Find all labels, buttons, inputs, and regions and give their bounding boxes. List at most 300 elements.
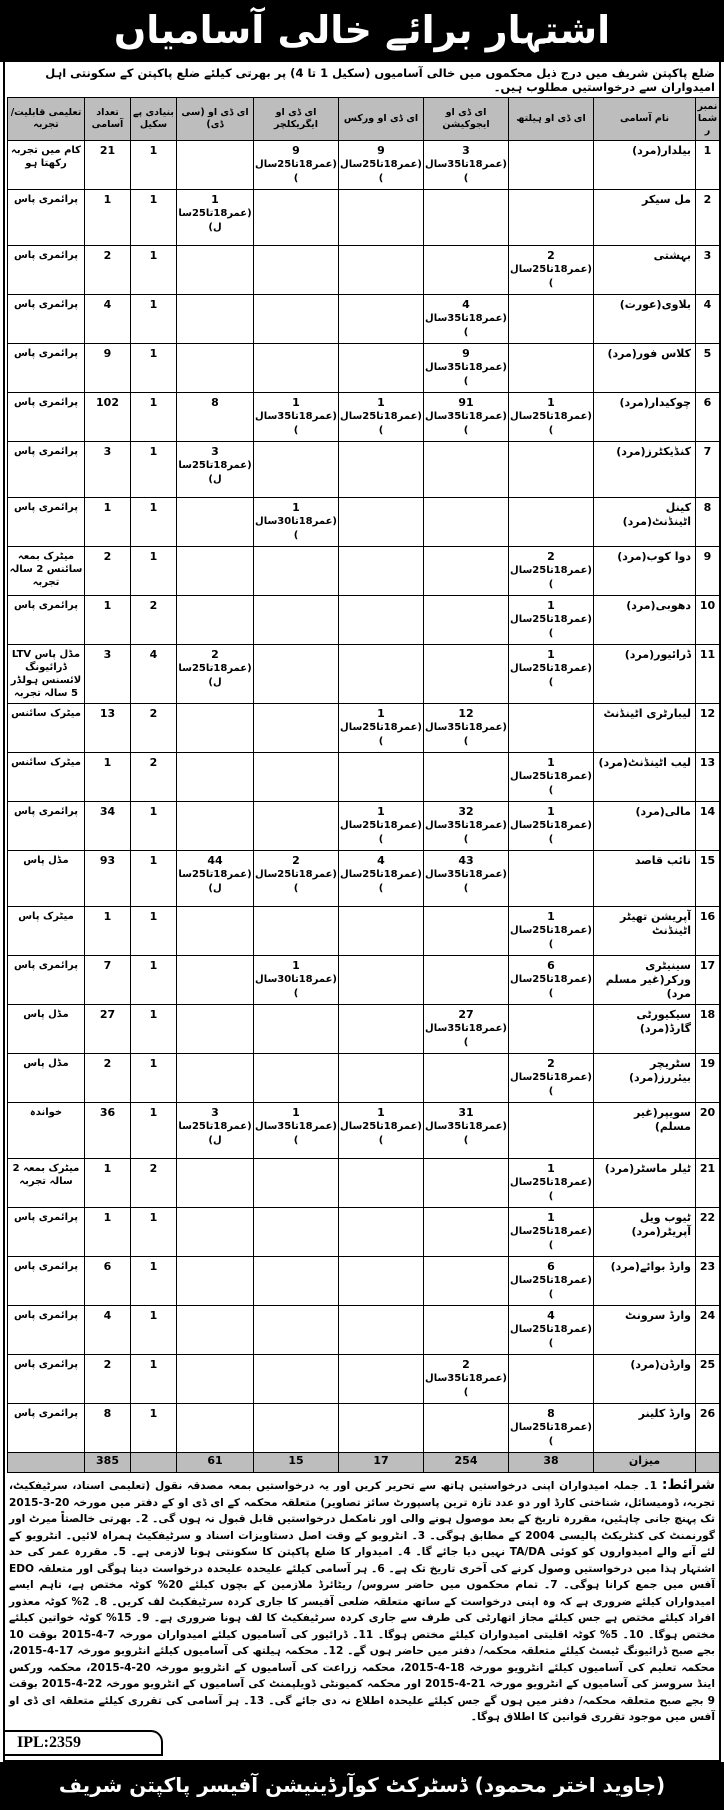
column-header: نمبر شمار: [696, 98, 720, 141]
post-name: دھوبی(مرد): [594, 596, 696, 645]
post-name: دوا کوب(مرد): [594, 547, 696, 596]
table-row: [8, 645, 720, 704]
age-limit: (عمر18تا30سال): [255, 516, 337, 541]
department-cell: [424, 1054, 509, 1103]
qualification: مڈل پاس: [8, 851, 85, 907]
department-cell: [254, 1257, 339, 1306]
total-posts: 34: [85, 802, 131, 851]
total-posts: 2: [85, 1355, 131, 1404]
age-limit: (عمر18تا25سال): [510, 1422, 592, 1447]
department-cell: [509, 1404, 594, 1453]
age-limit: (عمر18تا35سال): [425, 159, 507, 184]
age-limit: (عمر18تا25سال): [340, 159, 422, 184]
row-number: 14: [696, 802, 720, 851]
conditions-label: شرائط:: [661, 1477, 715, 1493]
department-cell: [509, 956, 594, 1005]
column-header: ای ڈی او ہیلتھ: [509, 98, 594, 141]
post-name: کنڈیکٹرز(مرد): [594, 442, 696, 498]
table-row: [8, 907, 720, 956]
post-count: 9: [462, 347, 470, 360]
post-count: 3: [462, 144, 470, 157]
row-number: 4: [696, 295, 720, 344]
department-cell: [177, 442, 254, 498]
department-cell: [339, 704, 424, 753]
post-count: 1: [292, 1106, 300, 1119]
department-cell: [339, 1005, 424, 1054]
table-row: [8, 1306, 720, 1355]
row-number: 13: [696, 753, 720, 802]
department-cell: [509, 645, 594, 704]
table-row: [8, 190, 720, 246]
row-number: 26: [696, 1404, 720, 1453]
post-count: 8: [211, 396, 219, 409]
department-cell: [254, 393, 339, 442]
post-name: وارڈن(مرد): [594, 1355, 696, 1404]
age-limit: (عمر18تا25سال): [510, 264, 592, 289]
total-posts: 4: [85, 295, 131, 344]
department-cell: [254, 753, 339, 802]
qualification: پرائمری پاس: [8, 1257, 85, 1306]
age-limit: (عمر18تا25سال): [178, 460, 252, 485]
department-cell: [424, 645, 509, 704]
post-count: 1: [377, 1106, 385, 1119]
department-cell: [177, 645, 254, 704]
department-cell: [254, 141, 339, 190]
qualification: میٹرک بمعہ سائنس 2 سالہ تجربہ: [8, 547, 85, 596]
age-limit: (عمر18تا25سال): [255, 159, 337, 184]
department-cell: [254, 344, 339, 393]
department-cell: [424, 1306, 509, 1355]
post-count: 2: [547, 1057, 555, 1070]
table-row: [8, 851, 720, 907]
age-limit: (عمر18تا35سال): [425, 313, 507, 338]
post-count: 2: [547, 249, 555, 262]
qualification: میٹرک سائنس: [8, 704, 85, 753]
department-cell: [339, 1208, 424, 1257]
department-cell: [509, 1355, 594, 1404]
column-header: ای ڈی او ورکس: [339, 98, 424, 141]
pay-scale: 1: [131, 246, 177, 295]
age-limit: (عمر18تا25سال): [510, 1072, 592, 1097]
post-name: کینل اٹینڈنٹ(مرد): [594, 498, 696, 547]
pay-scale: 1: [131, 190, 177, 246]
signatory: (جاوید اختر محمود) ڈسٹرکٹ کوآرڈینیشن آفیسر پاکپتن شریف: [0, 1762, 724, 1810]
row-number: 15: [696, 851, 720, 907]
pay-scale: 2: [131, 704, 177, 753]
table-row: [8, 344, 720, 393]
department-cell: [254, 1208, 339, 1257]
age-limit: (عمر18تا25سال): [510, 663, 592, 688]
post-name: بیلدار(مرد): [594, 141, 696, 190]
qualification: پرائمری پاس: [8, 956, 85, 1005]
row-number: 18: [696, 1005, 720, 1054]
qualification: مڈل پاس: [8, 1005, 85, 1054]
conditions-text: 1۔ جملہ امیدواران اپنی درخواستیں ہاتھ سے تحریر کریں اور یہ درخواستیں بمعہ مصدقہ نقول (تعلیمی اسناد، سرٹیفکیٹ، تجربہ، ڈومیسائل، شناختی کارڈ اور دو عدد تازہ ترین پاسپورٹ سائز تصاویر) متعلقہ محکمہ کے ای ڈی او کے دفتر میں مورخہ 20-3-2015 تک پہنچ جانی چاہئیں، مقررہ تاریخ کے بعد موصول ہونے والی اور نامکمل درخواستیں قابل قبول نہ ہوں گی۔ 2۔ بھرتی خالصتاً میرٹ اور گورنمنٹ کی کنٹریکٹ پالیسی 2004 کے مطابق ہوگی۔ 3۔ انٹرویو کے وقت اصل دستاویزات اسناد و سرٹیفکیٹ ہمراہ لائیں۔ انٹرویو کے لئے آنے والے امیدواروں کو کوئی TA/DA نہیں دیا جائے گا۔ 4۔ امیدوار کا ضلع پاکپتن کا سکونتی ہونا لازمی ہے۔ 5۔ مقررہ عمر کی حد اشتہار ہذا میں درخواستیں وصول کرنے کی آخری تاریخ تک ہے۔ 6۔ ہر آسامی کیلئے علیحدہ علیحدہ درخواست دینا ہوگی اور متعلقہ EDO آفس میں جمع کرانا ہوگی۔ 7۔ تمام محکموں میں حاضر سروس/ ریٹائرڈ ملازمین کے بچوں کیلئے 20% کوٹہ مختص ہے، تاہم ایسے امیدواران کیلئے ضروری ہے کہ وہ اپنی درخواست کے ساتھ متعلقہ ضلعی آفیسر کا جاری کردہ سرٹیفکیٹ لف کریں۔ 8۔ 2% کوٹہ معذور افراد کیلئے مختص ہے جس کیلئے مجاز اتھارٹی کی طرف سے جاری کردہ سرٹیفکیٹ کا لف ہونا ضروری ہے۔ 9۔ 15% کوٹہ خواتین کیلئے مختص ہوگا۔ 10۔ 5% کوٹہ اقلیتی امیدواران کیلئے مختص ہوگا۔ 11۔ ڈرائیور کی آسامیوں کیلئے امیدواران مورخہ 7-4-2015 بوقت 10 بجے صبح ڈرائیونگ ٹیسٹ کیلئے متعلقہ محکمہ/ دفتر میں حاضر ہوں گے۔ 12۔ محکمہ ہیلتھ کی آسامیوں کیلئے انٹرویو مورخہ 17-4-2015، محکمہ تعلیم کی آسامیوں کیلئے انٹرویو مورخہ 18-4-2015، محکمہ زراعت کی آسامیوں کے انٹرویو مورخہ 20-4-2015، محکمہ ورکس اینڈ سروسز کی آسامیوں کے انٹرویو مورخہ 21-4-2015 اور محکمہ کمیونٹی ڈویلپمنٹ کی آسامیوں کے انٹرویو مورخہ 22-4-2015 بوقت 9 بجے صبح متعلقہ محکمہ/ دفتر میں ہوں گے جس کیلئے علیحدہ اطلاع نہ دی جائے گی۔ 13۔ ہر آسامی کی تقرری کیلئے متعلقہ ای ڈی او آفس میں موجود تقرری قوانین کا اطلاق ہوگا۔: [9, 1480, 716, 1723]
department-cell: [509, 753, 594, 802]
post-name: بلاوی(عورت): [594, 295, 696, 344]
table-header: [8, 98, 720, 141]
table-row: [8, 704, 720, 753]
pay-scale: 1: [131, 393, 177, 442]
post-name: سینیٹری ورکر(غیر مسلم مرد): [594, 956, 696, 1005]
department-cell: [339, 547, 424, 596]
row-number: 6: [696, 393, 720, 442]
department-cell: [424, 1103, 509, 1159]
pay-scale: 1: [131, 1355, 177, 1404]
row-number: 3: [696, 246, 720, 295]
department-cell: [509, 344, 594, 393]
post-count: 6: [547, 959, 555, 972]
row-number: 10: [696, 596, 720, 645]
post-count: 9: [292, 144, 300, 157]
department-cell: [509, 1208, 594, 1257]
pay-scale: 2: [131, 753, 177, 802]
total-posts: 2: [85, 1054, 131, 1103]
department-cell: [254, 802, 339, 851]
qualification: پرائمری پاس: [8, 393, 85, 442]
department-cell: [177, 1103, 254, 1159]
post-count: 44: [207, 854, 223, 867]
qualification: پرائمری پاس: [8, 246, 85, 295]
post-count: 1: [292, 501, 300, 514]
age-limit: (عمر18تا35سال): [425, 362, 507, 387]
age-limit: (عمر18تا35سال): [425, 869, 507, 894]
department-cell: [254, 704, 339, 753]
department-cell: [424, 141, 509, 190]
department-cell: [339, 1103, 424, 1159]
department-cell: [339, 393, 424, 442]
qualification: پرائمری پاس: [8, 596, 85, 645]
department-cell: [254, 851, 339, 907]
ad-frame: [3, 62, 721, 1762]
department-cell: [177, 1355, 254, 1404]
post-count: 2: [292, 854, 300, 867]
department-cell: [424, 246, 509, 295]
pay-scale: 1: [131, 141, 177, 190]
post-name: نائب قاصد: [594, 851, 696, 907]
column-header: بنیادی پے سکیل: [131, 98, 177, 141]
row-number: 7: [696, 442, 720, 498]
post-count: 1: [547, 648, 555, 661]
department-cell: [177, 1159, 254, 1208]
department-cell: [177, 344, 254, 393]
department-cell: [177, 1404, 254, 1453]
department-cell: [339, 141, 424, 190]
department-cell: [424, 393, 509, 442]
age-limit: (عمر18تا25سال): [510, 614, 592, 639]
department-cell: [177, 753, 254, 802]
age-limit: (عمر18تا25سال): [178, 208, 252, 233]
table-row: [8, 596, 720, 645]
totals-row: [8, 1453, 720, 1473]
post-count: 31: [458, 1106, 474, 1119]
pay-scale: 1: [131, 498, 177, 547]
department-cell: [424, 907, 509, 956]
age-limit: (عمر18تا35سال): [425, 1373, 507, 1398]
qualification: میٹرک سائنس: [8, 753, 85, 802]
row-number: 9: [696, 547, 720, 596]
total-posts: 1: [85, 753, 131, 802]
age-limit: (عمر18تا35سال): [425, 1121, 507, 1146]
department-cell: [339, 246, 424, 295]
post-count: 1: [547, 805, 555, 818]
post-count: 27: [458, 1008, 474, 1021]
department-cell: [177, 547, 254, 596]
department-cell: [509, 547, 594, 596]
department-cell: [424, 851, 509, 907]
post-name: کلاس فور(مرد): [594, 344, 696, 393]
qualification: مڈل پاس: [8, 1054, 85, 1103]
department-cell: [177, 141, 254, 190]
pay-scale: 1: [131, 1054, 177, 1103]
department-cell: [177, 1306, 254, 1355]
qualification: پرائمری پاس: [8, 442, 85, 498]
pay-scale: 1: [131, 547, 177, 596]
total-posts: 8: [85, 1404, 131, 1453]
table-row: [8, 141, 720, 190]
post-name: لیب اٹینڈنٹ(مرد): [594, 753, 696, 802]
department-cell: [339, 753, 424, 802]
post-count: 6: [547, 1260, 555, 1273]
post-name: مالی(مرد): [594, 802, 696, 851]
total-posts: 1: [85, 1159, 131, 1208]
department-cell: [254, 1103, 339, 1159]
qualification: پرائمری پاس: [8, 1306, 85, 1355]
post-name: بہشتی: [594, 246, 696, 295]
department-cell: [424, 190, 509, 246]
post-count: 8: [547, 1407, 555, 1420]
department-cell: [424, 295, 509, 344]
post-name: چوکیدار(مرد): [594, 393, 696, 442]
post-name: سویپر(غیر مسلم): [594, 1103, 696, 1159]
department-cell: [424, 956, 509, 1005]
department-cell: [254, 1355, 339, 1404]
row-number: 1: [696, 141, 720, 190]
total-posts: 3: [85, 645, 131, 704]
department-cell: [339, 1404, 424, 1453]
department-cell: [424, 547, 509, 596]
department-cell: [339, 851, 424, 907]
department-cell: [339, 1355, 424, 1404]
pay-scale: 1: [131, 1208, 177, 1257]
total-posts: 36: [85, 1103, 131, 1159]
age-limit: (عمر18تا35سال): [255, 1121, 337, 1146]
post-name: سٹریچر بیئررز(مرد): [594, 1054, 696, 1103]
department-cell: [509, 1159, 594, 1208]
department-cell: [509, 1054, 594, 1103]
department-cell: [509, 596, 594, 645]
post-count: 32: [458, 805, 474, 818]
total-posts: 2: [85, 547, 131, 596]
department-cell: [254, 547, 339, 596]
column-header: نام آسامی: [594, 98, 696, 141]
department-cell: [424, 1005, 509, 1054]
post-count: 1: [292, 396, 300, 409]
department-cell: [339, 1306, 424, 1355]
total-posts: 4: [85, 1306, 131, 1355]
age-limit: (عمر18تا25سال): [510, 1226, 592, 1251]
post-count: 9: [377, 144, 385, 157]
post-count: 12: [458, 707, 474, 720]
post-count: 3: [211, 1106, 219, 1119]
department-cell: [177, 956, 254, 1005]
pay-scale: 1: [131, 1005, 177, 1054]
department-cell: [339, 1054, 424, 1103]
table-row: [8, 1404, 720, 1453]
age-limit: (عمر18تا35سال): [255, 411, 337, 436]
department-cell: [424, 753, 509, 802]
age-limit: (عمر18تا25سال): [340, 1121, 422, 1146]
department-cell: [177, 393, 254, 442]
department-cell: [177, 190, 254, 246]
post-name: وارڈ بوائے(مرد): [594, 1257, 696, 1306]
department-cell: [177, 295, 254, 344]
table-row: [8, 498, 720, 547]
age-limit: (عمر18تا30سال): [255, 974, 337, 999]
age-limit: (عمر18تا25سال): [510, 974, 592, 999]
department-cell: [509, 802, 594, 851]
qualification: پرائمری پاس: [8, 190, 85, 246]
table-row: [8, 802, 720, 851]
pay-scale: 1: [131, 907, 177, 956]
total-label: میزان: [594, 1453, 696, 1473]
age-limit: (عمر18تا25سال): [510, 820, 592, 845]
department-cell: [509, 907, 594, 956]
post-name: وارڈ سرونٹ: [594, 1306, 696, 1355]
column-header: ای ڈی او ایجوکیشن: [424, 98, 509, 141]
post-count: 4: [547, 1309, 555, 1322]
department-cell: [254, 1306, 339, 1355]
column-header: ای ڈی او (سی ڈی): [177, 98, 254, 141]
post-name: آپریشن تھیٹر اٹینڈنٹ: [594, 907, 696, 956]
table-row: [8, 1159, 720, 1208]
total-posts: 21: [85, 141, 131, 190]
department-cell: [424, 704, 509, 753]
pay-scale: 1: [131, 442, 177, 498]
pay-scale: 1: [131, 851, 177, 907]
qualification: میٹرک بمعہ 2 سالہ تجربہ: [8, 1159, 85, 1208]
post-count: 91: [458, 396, 474, 409]
department-cell: [177, 802, 254, 851]
post-count: 2: [547, 550, 555, 563]
table-row: [8, 1355, 720, 1404]
department-cell: [509, 704, 594, 753]
row-number: 19: [696, 1054, 720, 1103]
post-count: 1: [377, 707, 385, 720]
department-cell: [339, 1159, 424, 1208]
department-cell: [254, 1159, 339, 1208]
department-cell: [424, 1159, 509, 1208]
row-number: 12: [696, 704, 720, 753]
age-limit: (عمر18تا25سال): [510, 925, 592, 950]
department-cell: [509, 190, 594, 246]
pay-scale: 1: [131, 956, 177, 1005]
table-row: [8, 1005, 720, 1054]
department-cell: [254, 246, 339, 295]
department-cell: [177, 498, 254, 547]
row-number: 24: [696, 1306, 720, 1355]
qualification: پرائمری پاس: [8, 1208, 85, 1257]
post-name: ٹیوب ویل آپریٹر(مرد): [594, 1208, 696, 1257]
row-number: 22: [696, 1208, 720, 1257]
age-limit: (عمر18تا35سال): [425, 722, 507, 747]
qualification: پرائمری پاس: [8, 498, 85, 547]
total-posts: 13: [85, 704, 131, 753]
totals-blank: [696, 1453, 720, 1473]
department-cell: [339, 442, 424, 498]
post-count: 2: [462, 1358, 470, 1371]
department-cell: [254, 1005, 339, 1054]
total-posts: 3: [85, 442, 131, 498]
post-count: 1: [547, 910, 555, 923]
age-limit: (عمر18تا25سال): [178, 663, 252, 688]
total-agriculture: 15: [254, 1453, 339, 1473]
total-posts: 1: [85, 1208, 131, 1257]
total-posts: 2: [85, 246, 131, 295]
department-cell: [177, 1005, 254, 1054]
department-cell: [509, 1005, 594, 1054]
age-limit: (عمر18تا25سال): [510, 771, 592, 796]
age-limit: (عمر18تا25سال): [178, 869, 252, 894]
total-posts-sum: 385: [85, 1453, 131, 1473]
total-posts: 93: [85, 851, 131, 907]
age-limit: (عمر18تا35سال): [425, 411, 507, 436]
qualification: پرائمری پاس: [8, 802, 85, 851]
department-cell: [339, 596, 424, 645]
post-name: وارڈ کلینر: [594, 1404, 696, 1453]
department-cell: [177, 1208, 254, 1257]
department-cell: [424, 1355, 509, 1404]
department-cell: [177, 704, 254, 753]
table-row: [8, 1103, 720, 1159]
ad-title: اشتہار برائے خالی آسامیاں: [0, 0, 724, 62]
department-cell: [177, 851, 254, 907]
department-cell: [424, 442, 509, 498]
table-row: [8, 547, 720, 596]
post-count: 4: [462, 298, 470, 311]
age-limit: (عمر18تا25سال): [340, 722, 422, 747]
pay-scale: 1: [131, 1306, 177, 1355]
row-number: 20: [696, 1103, 720, 1159]
age-limit: (عمر18تا25سال): [340, 411, 422, 436]
department-cell: [509, 442, 594, 498]
total-cd: 61: [177, 1453, 254, 1473]
department-cell: [254, 442, 339, 498]
age-limit: (عمر18تا25سال): [510, 1177, 592, 1202]
conditions: [9, 1477, 715, 1726]
table-row: [8, 956, 720, 1005]
table-row: [8, 246, 720, 295]
total-health: 38: [509, 1453, 594, 1473]
total-posts: 1: [85, 907, 131, 956]
department-cell: [424, 802, 509, 851]
row-number: 2: [696, 190, 720, 246]
department-cell: [177, 1257, 254, 1306]
table-row: [8, 1054, 720, 1103]
department-cell: [254, 1404, 339, 1453]
department-cell: [254, 956, 339, 1005]
row-number: 17: [696, 956, 720, 1005]
department-cell: [339, 802, 424, 851]
total-posts: 27: [85, 1005, 131, 1054]
age-limit: (عمر18تا25سال): [510, 565, 592, 590]
row-number: 23: [696, 1257, 720, 1306]
totals-blank: [131, 1453, 177, 1473]
post-count: 4: [377, 854, 385, 867]
table-row: [8, 442, 720, 498]
department-cell: [339, 956, 424, 1005]
department-cell: [509, 1306, 594, 1355]
